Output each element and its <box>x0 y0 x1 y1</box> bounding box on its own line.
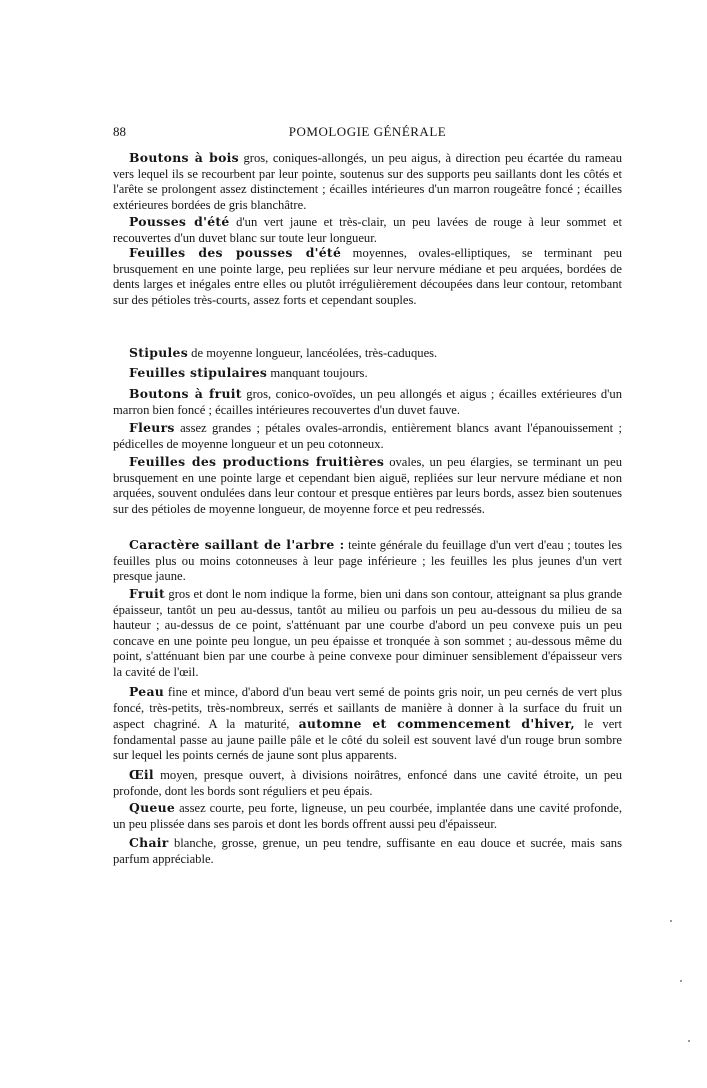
description: assez courte, peu forte, ligneuse, un peu courbée, implantée dans une cavité profonde, un peu plissée dans ses parois et dont les bords offrent aussi peu d'épaisseur. <box>113 801 622 831</box>
paragraph-oeil <box>113 767 622 799</box>
description: fine et mince, d'abord d'un beau vert semé de points gris noir, un peu cernés de vert plus foncé, très-petits, très-nombreux, serrés et saillants de manière à donner à la surface du fruit un aspect chagriné. A la maturité, <box>113 685 622 732</box>
term: Stipules <box>129 345 189 360</box>
season-emphasis: automne et commencement d'hiver, <box>298 716 576 732</box>
page-number: 88 <box>113 124 126 139</box>
description: gros, coniques-allongés, un peu aigus, à direction peu écartée du rameau vers lequel ils se recourbent par leur pointe, soutenus sur des supports peu saillants dont les côtés et l'arête se prolongent assez distinctement ; écailles intérieures d'un marron rougeâtre foncé ; écailles extérieures bordées de gris blanchâtre. <box>113 151 622 212</box>
term: Fruit <box>129 586 166 601</box>
term: Boutons à bois <box>129 150 239 165</box>
paragraph-caractere-saillant <box>113 537 622 585</box>
term: Feuilles stipulaires <box>129 365 268 380</box>
paragraph-fleurs <box>113 420 622 452</box>
description: teinte générale du feuillage d'un vert d'eau ; toutes les feuilles plus ou moins cotonneuses à leur page inférieure ; les feuilles les plus jeunes d'un vert presque jaune. <box>113 538 623 584</box>
term: Peau <box>129 684 165 699</box>
paragraph-boutons-a-fruit <box>113 386 622 418</box>
description: assez grandes ; pétales ovales-arrondis, entièrement blancs avant l'épanouissement ; pédicelles de moyenne longueur et un peu cotonneux. <box>113 421 622 451</box>
description: ovales, un peu élargies, se terminant un peu brusquement en une pointe large et cependant bien aiguë, repliées sur leur nervure médiane et non arquées, souvent ondulées dans leur contour et presque entières par leurs bords, assez bien soutenues sur des pétioles de moyenne longueur, de moyenne force et peu redressés. <box>113 455 622 516</box>
description: blanche, grosse, grenue, un peu tendre, suffisante en eau douce et sucrée, mais sans parfum appréciable. <box>113 836 622 866</box>
term: Chair <box>129 835 169 850</box>
description: d'un vert jaune et très-clair, un peu lavées de rouge à leur sommet et recouvertes d'un duvet blanc sur toute leur longueur. <box>113 215 623 245</box>
term: Fleurs <box>129 420 175 435</box>
description: gros, conico-ovoïdes, un peu allongés et aigus ; écailles extérieures d'un marron bien foncé ; écailles intérieures recouvertes d'un duvet fauve. <box>113 387 623 417</box>
description: gros et dont le nom indique la forme, bien uni dans son contour, atteignant sa plus grande épaisseur, tantôt un peu au-dessus, tantôt au milieu ou parfois un peu au-dessous du milieu de sa hauteur ; au-dessus de ce point, s'atténuant par une courbe d'abord un peu convexe puis un peu concave en une pointe peu longue, un peu épaisse et tronquée à son sommet ; au-dessous même du point, s'atténuant bien par une courbe à peine convexe pour diminuer sensiblement d'épaisseur vers la cavité de l'œil. <box>113 587 622 679</box>
paragraph-queue <box>113 800 622 832</box>
paragraph-pousses-d-ete <box>113 214 622 246</box>
term: Feuilles des pousses d'été <box>129 245 342 260</box>
paragraph-chair <box>113 835 622 867</box>
scan-speck <box>670 920 672 922</box>
running-header <box>113 124 622 142</box>
term: Queue <box>129 800 176 815</box>
paragraph-boutons-a-bois <box>113 150 622 213</box>
description: moyennes, ovales-elliptiques, se terminant peu brusquement en une pointe large, peu repliées sur leur nervure médiane et peu arquées, bordées de dents larges et inégales entre elles ou plutôt irrégulièrement découpées dans leur contour, retombant sur des pétioles très-courts, assez forts et cependant souples. <box>113 246 622 307</box>
term: Pousses d'été <box>129 214 230 229</box>
running-title: POMOLOGIE GÉNÉRALE <box>288 124 447 139</box>
scan-speck <box>688 1040 690 1042</box>
scan-speck <box>680 980 682 982</box>
paragraph-fruit <box>113 586 622 681</box>
term: Caractère saillant de l'arbre : <box>129 537 345 552</box>
description-continued: le vert fondamental passe au jaune paille pâle et le côté du soleil est souvent lavé d'un rouge brun sombre sur lequel les points cernés de jaune sont plus apparents. <box>113 717 622 763</box>
description: manquant toujours. <box>267 366 368 380</box>
term: Boutons à fruit <box>129 386 242 401</box>
paragraph-feuilles-des-pousses <box>113 245 622 308</box>
term: Feuilles des productions fruitières <box>129 454 385 469</box>
term: Œil <box>129 767 154 782</box>
paragraph-peau <box>113 684 622 764</box>
paragraph-stipules <box>113 345 622 362</box>
description: moyen, presque ouvert, à divisions noirâtres, enfoncé dans une cavité étroite, un peu profonde, dont les bords sont réguliers et peu épais. <box>113 768 622 798</box>
paragraph-feuilles-productions-fruitieres <box>113 454 622 517</box>
description: de moyenne longueur, lancéolées, très-caduques. <box>188 346 438 360</box>
paragraph-feuilles-stipulaires <box>113 365 622 382</box>
